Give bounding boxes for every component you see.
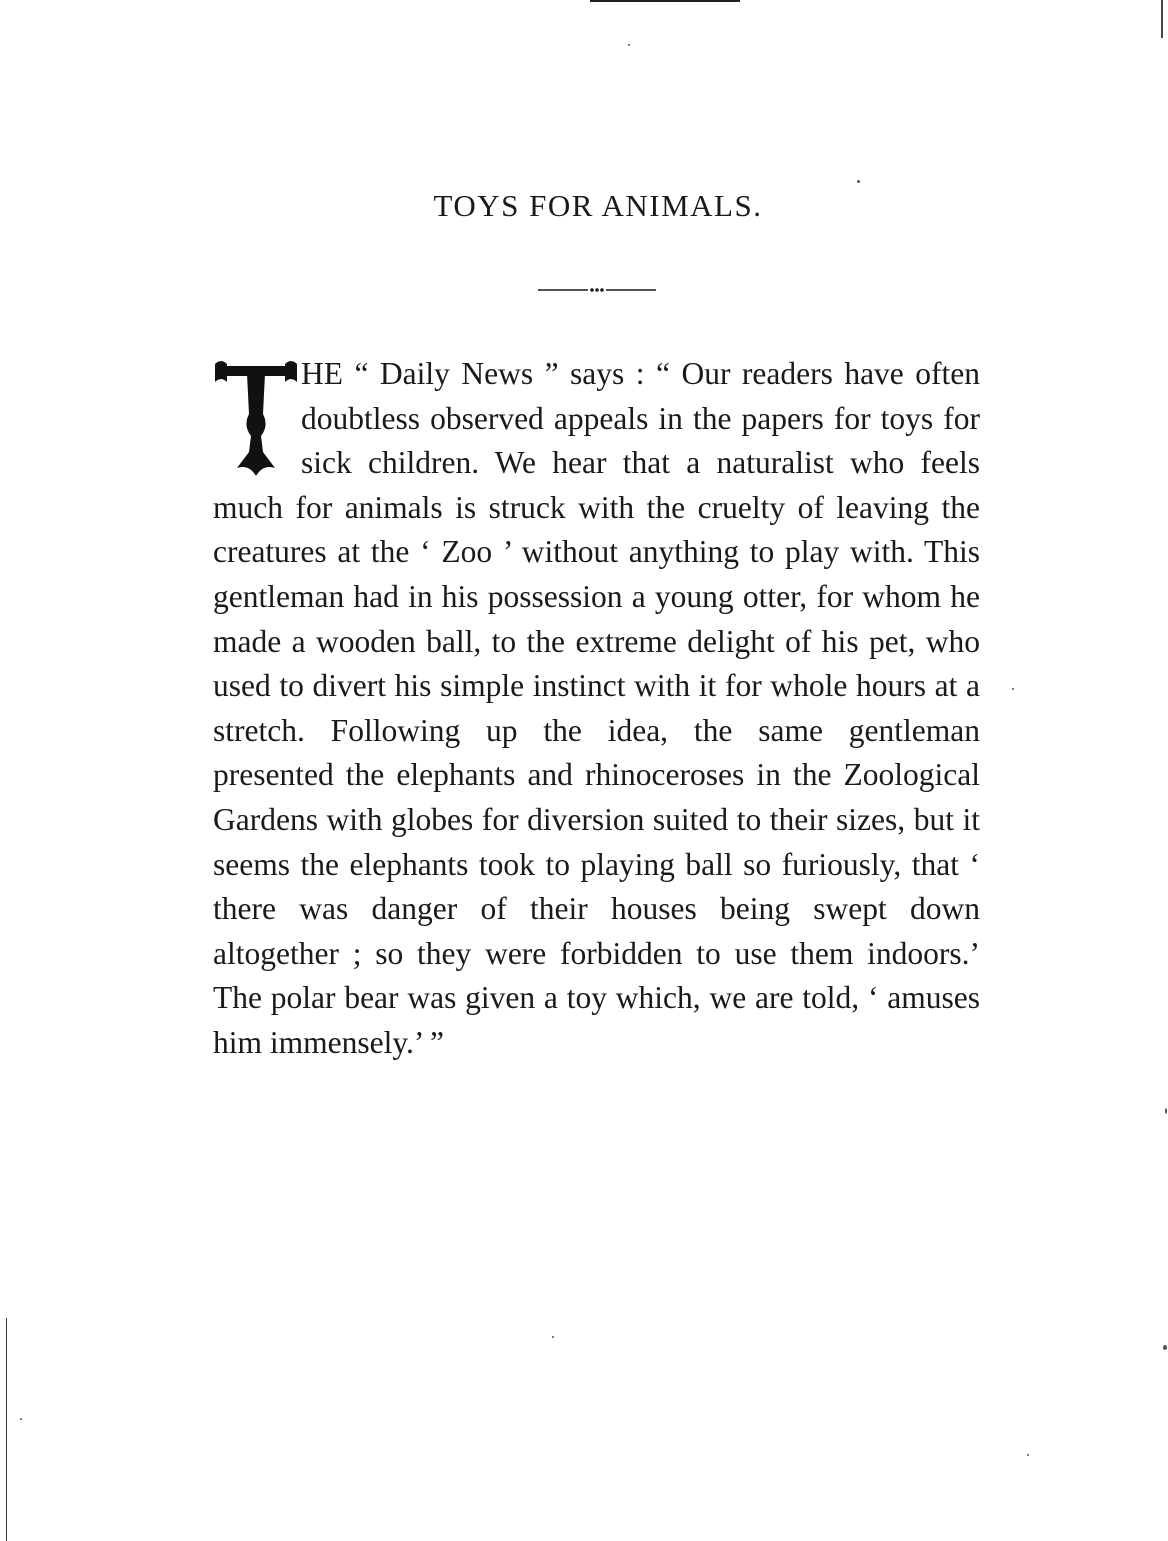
paper-speck — [1027, 1454, 1029, 1456]
paper-speck — [552, 1336, 554, 1338]
paper-speck — [628, 44, 630, 46]
chapter-title: TOYS FOR ANIMALS. — [433, 188, 763, 223]
article-text: HE “ Daily News ” says : “ Our readers have often doubtless observed appeals in the papers for toys for sick children. We hear that a naturalist who feels much for animals is struck with the cruelty of leaving the creatures at the ‘ Zoo ’ without anything to play with. This gentleman had in his possession a young otter, for whom he made a wooden ball, to the extreme delight of his pet, who used to divert his simple instinct with it for whole hours at a stretch. Following up the idea, the same gentleman presented the elephants and rhinoceroses in the Zoological Gardens with globes for diversion suited to their sizes, but it seems the elephants took to playing ball so furiously, that ‘ there was danger of their houses being swept down altogether ; so they were forbidden to use them indoors.’ The polar bear was given a toy which, we are told, ‘ amuses him immensely.’ ” — [213, 356, 980, 1060]
right-edge-mark — [1161, 0, 1163, 38]
paper-speck — [1012, 688, 1014, 690]
title-ornament-rule — [538, 285, 656, 295]
paper-speck — [20, 1418, 22, 1420]
top-edge-rule — [590, 0, 740, 2]
paper-speck — [857, 180, 860, 183]
dropcap-t — [213, 356, 299, 478]
article-body — [213, 352, 980, 1066]
paper-speck — [1163, 1345, 1167, 1350]
dropcap-letter — [299, 356, 300, 357]
paper-speck — [1165, 1108, 1167, 1114]
left-edge-line — [6, 1318, 7, 1541]
